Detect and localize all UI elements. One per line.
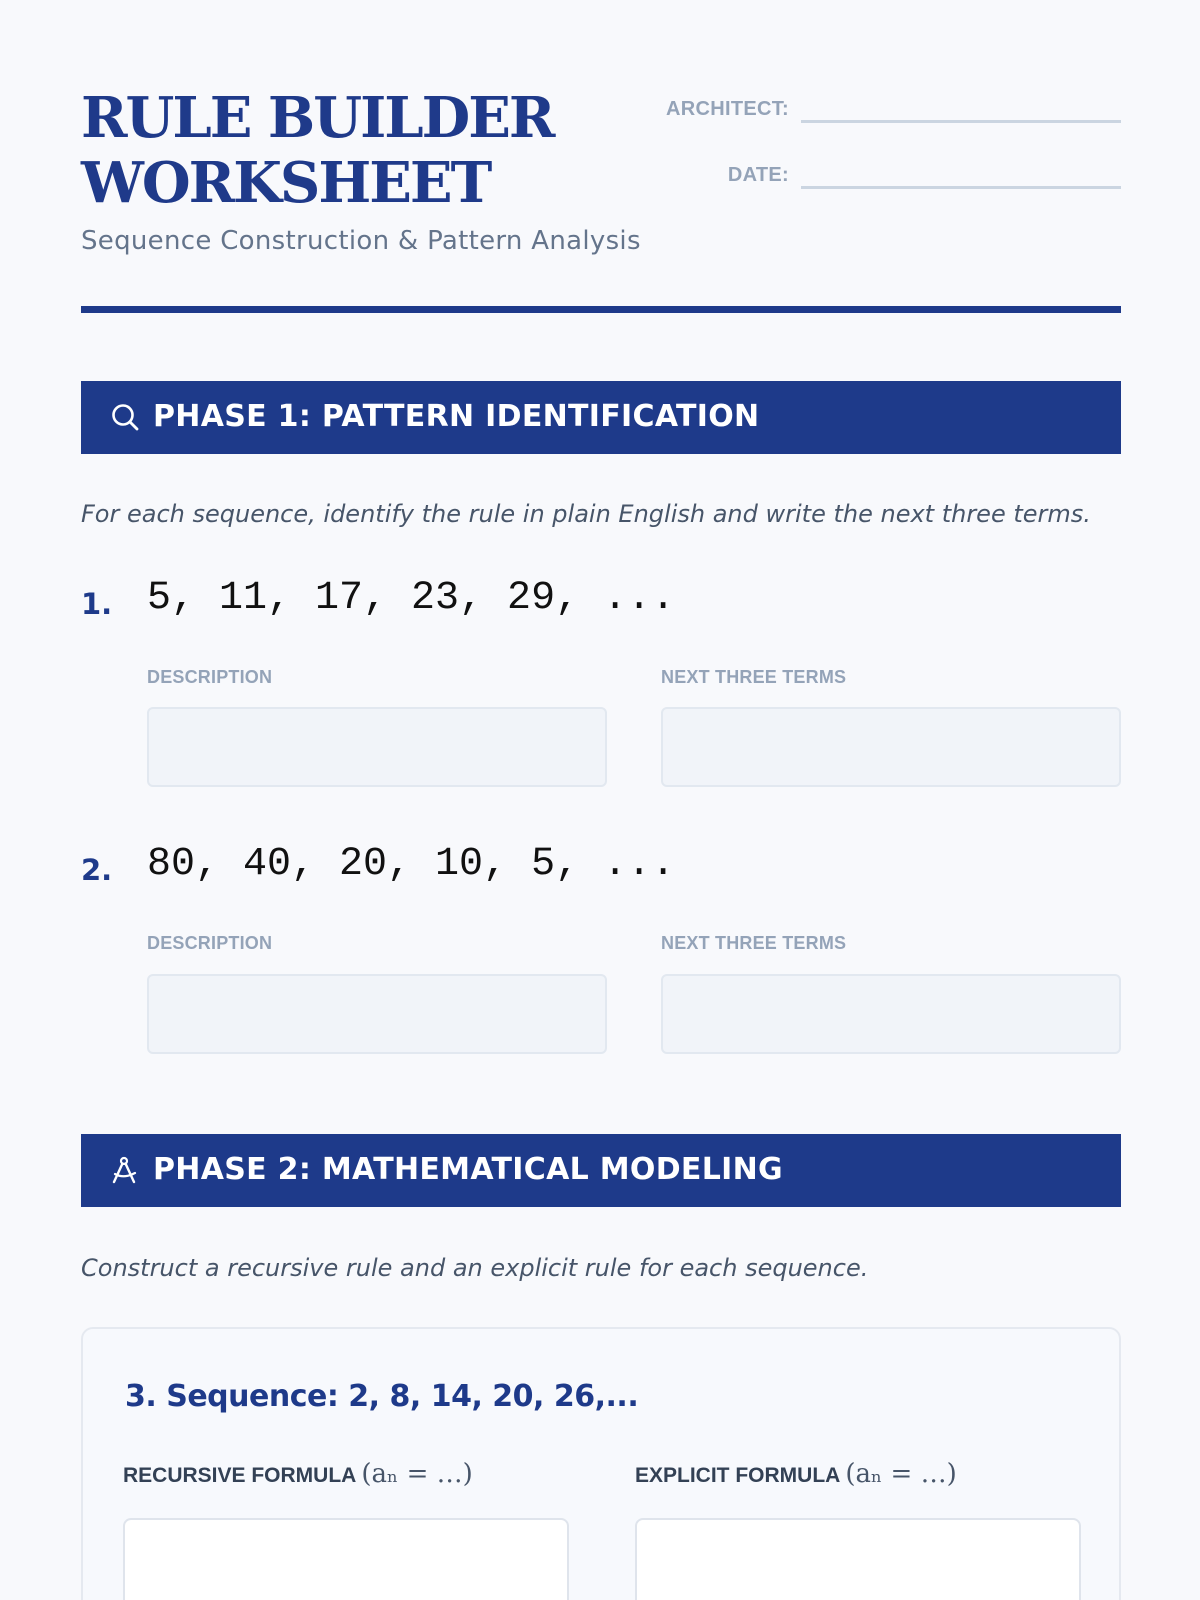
phase-2-title: PHASE 2: MATHEMATICAL MODELING	[153, 1152, 783, 1187]
recursive-formula-label	[123, 1459, 473, 1489]
explicit-formula-hint: (aₙ = …)	[845, 1459, 957, 1489]
architect-field	[661, 90, 1121, 130]
phase-1-instruction: For each sequence, identify the rule in plain English and write the next three terms.	[81, 500, 1091, 528]
search-icon	[109, 401, 141, 433]
problem-2-description-field[interactable]	[147, 974, 607, 1054]
compass-icon	[109, 1154, 141, 1186]
problem-2-next-terms-label: NEXT THREE TERMS	[661, 933, 847, 953]
worksheet-header	[81, 0, 1121, 312]
date-field	[661, 156, 1121, 196]
architect-label: ARCHITECT:	[666, 98, 789, 120]
recursive-formula-hint: (aₙ = …)	[361, 1459, 473, 1489]
problem-2-description-label: DESCRIPTION	[147, 933, 273, 953]
problem-1-next-terms-field[interactable]	[661, 707, 1121, 787]
explicit-formula-text: EXPLICIT FORMULA	[635, 1464, 840, 1487]
header-divider	[81, 306, 1121, 313]
date-input-line[interactable]	[801, 186, 1121, 189]
problem-3-title: 3. Sequence: 2, 8, 14, 20, 26,...	[125, 1379, 639, 1414]
title-line-1: RULE BUILDER	[81, 85, 554, 151]
worksheet-page	[81, 0, 1121, 1600]
recursive-formula-field[interactable]	[123, 1518, 569, 1600]
problem-2-next-terms-field[interactable]	[661, 974, 1121, 1054]
page-subtitle: Sequence Construction & Pattern Analysis	[81, 226, 641, 256]
page-title	[81, 86, 641, 216]
explicit-formula-field[interactable]	[635, 1518, 1081, 1600]
phase-1-banner	[81, 381, 1121, 454]
architect-input-line[interactable]	[801, 120, 1121, 123]
problem-2-sequence: 80, 40, 20, 10, 5, ...	[147, 842, 676, 887]
problem-2-number: 2.	[81, 853, 113, 887]
explicit-formula-label	[635, 1459, 957, 1489]
problem-1-sequence: 5, 11, 17, 23, 29, ...	[147, 576, 676, 621]
problem-1-description-field[interactable]	[147, 707, 607, 787]
date-label: DATE:	[727, 164, 789, 186]
problem-1-number: 1.	[81, 587, 113, 621]
phase-2-instruction: Construct a recursive rule and an explicit rule for each sequence.	[81, 1254, 869, 1282]
problem-1-next-terms-label: NEXT THREE TERMS	[661, 667, 847, 687]
phase-2-banner	[81, 1134, 1121, 1207]
phase-1-title: PHASE 1: PATTERN IDENTIFICATION	[153, 399, 760, 434]
problem-1-description-label: DESCRIPTION	[147, 667, 273, 687]
recursive-formula-text: RECURSIVE FORMULA	[123, 1464, 356, 1487]
title-line-2: WORKSHEET	[81, 150, 491, 216]
problem-3-card	[81, 1327, 1121, 1600]
